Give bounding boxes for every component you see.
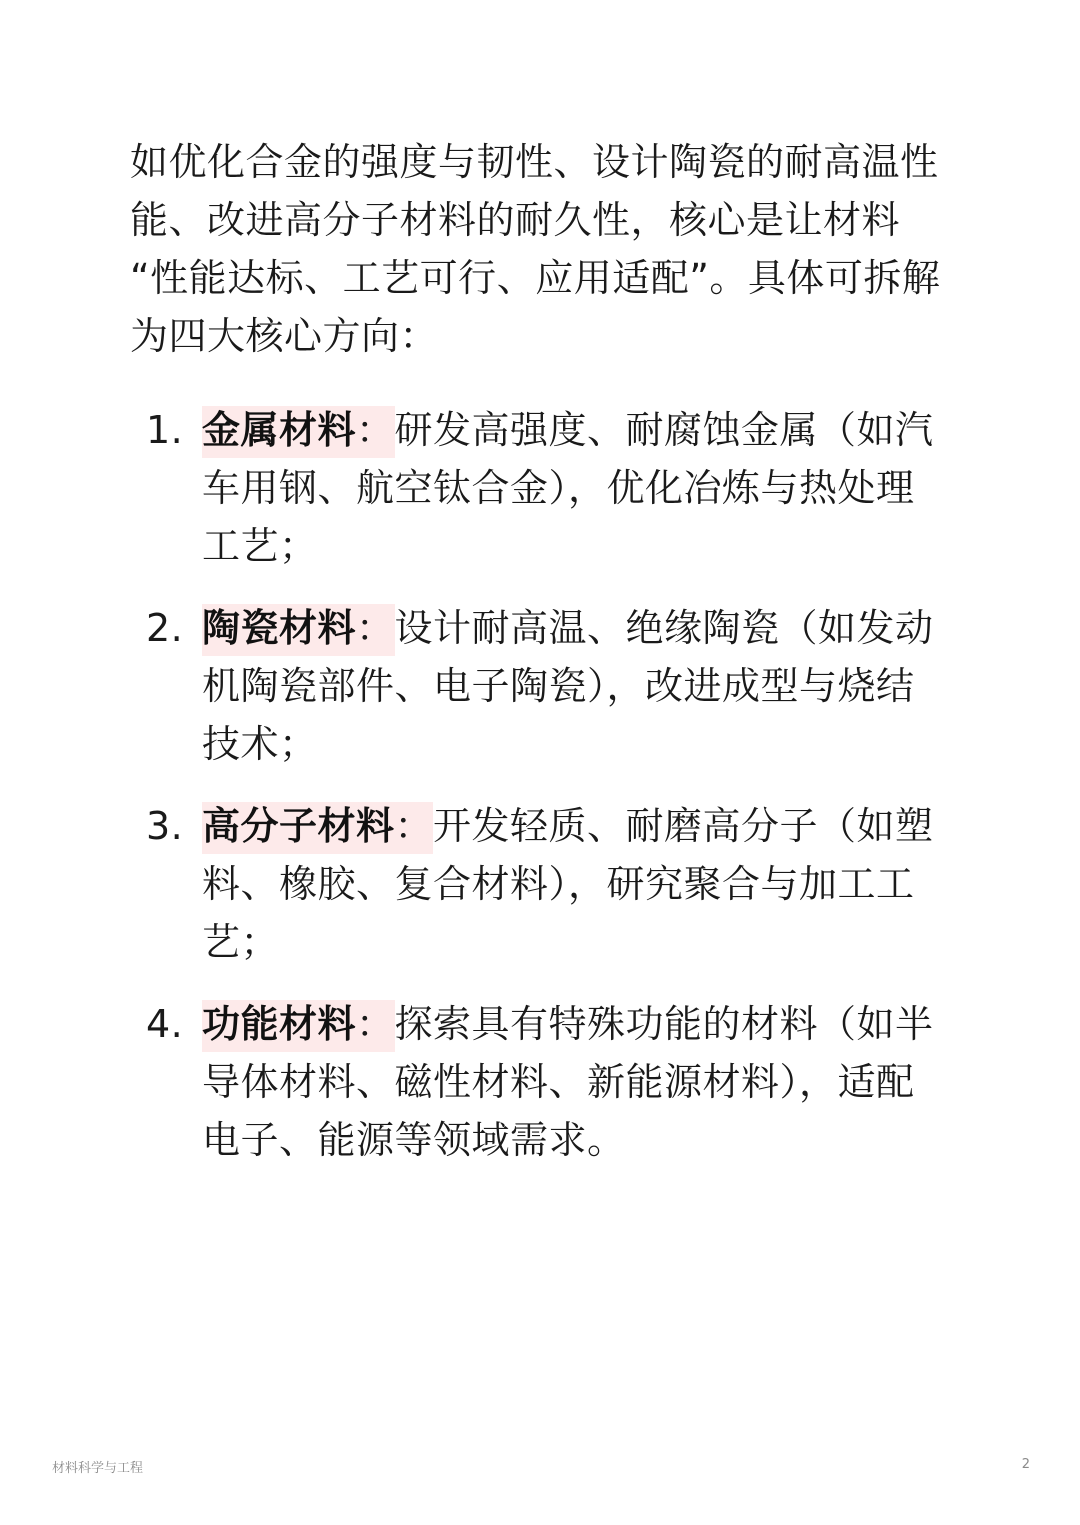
list-item-heading: 陶瓷材料 [202,606,357,650]
heading-colon: ： [394,804,434,848]
list-item-text: 设计耐高温、绝缘陶瓷（如发动机陶瓷部件、电子陶瓷），改进成型与烧结技术； [202,606,934,766]
footer-page-number: 2 [1021,1457,1030,1472]
list-item-number: 3. [146,804,184,848]
list-item [130,599,950,773]
page-body [130,133,950,1193]
highlighted-heading [202,406,395,458]
list-item-number: 4. [146,1002,184,1046]
list-item-text: 开发轻质、耐磨高分子（如塑料、橡胶、复合材料），研究聚合与加工工艺； [202,804,934,964]
heading-colon: ： [356,408,395,452]
list-item [130,401,950,575]
list-item-heading: 功能材料 [202,1002,357,1046]
topic-list [130,401,950,1169]
heading-colon: ： [356,1002,395,1046]
list-item-heading: 高分子材料 [202,804,395,848]
footer-document-title: 材料科学与工程 [52,1461,144,1476]
highlighted-heading [202,604,395,656]
list-item-text: 探索具有特殊功能的材料（如半导体材料、磁性材料、新能源材料），适配电子、能源等领域需求。 [202,1002,934,1162]
list-item-number: 1. [146,408,184,452]
list-item-text: 研发高强度、耐腐蚀金属（如汽车用钢、航空钛合金），优化冶炼与热处理工艺； [202,408,934,568]
list-item-heading: 金属材料 [202,408,357,452]
list-item [130,995,950,1169]
list-item-number: 2. [146,606,184,650]
highlighted-heading [202,1000,395,1052]
highlighted-heading [202,802,433,854]
list-item [130,797,950,971]
intro-paragraph: 如优化合金的强度与韧性、设计陶瓷的耐高温性能、改进高分子材料的耐久性，核心是让材料 “性能达标、工艺可行、应用适配”。具体可拆解为四大核心方向： [130,140,941,358]
heading-colon: ： [356,606,395,650]
